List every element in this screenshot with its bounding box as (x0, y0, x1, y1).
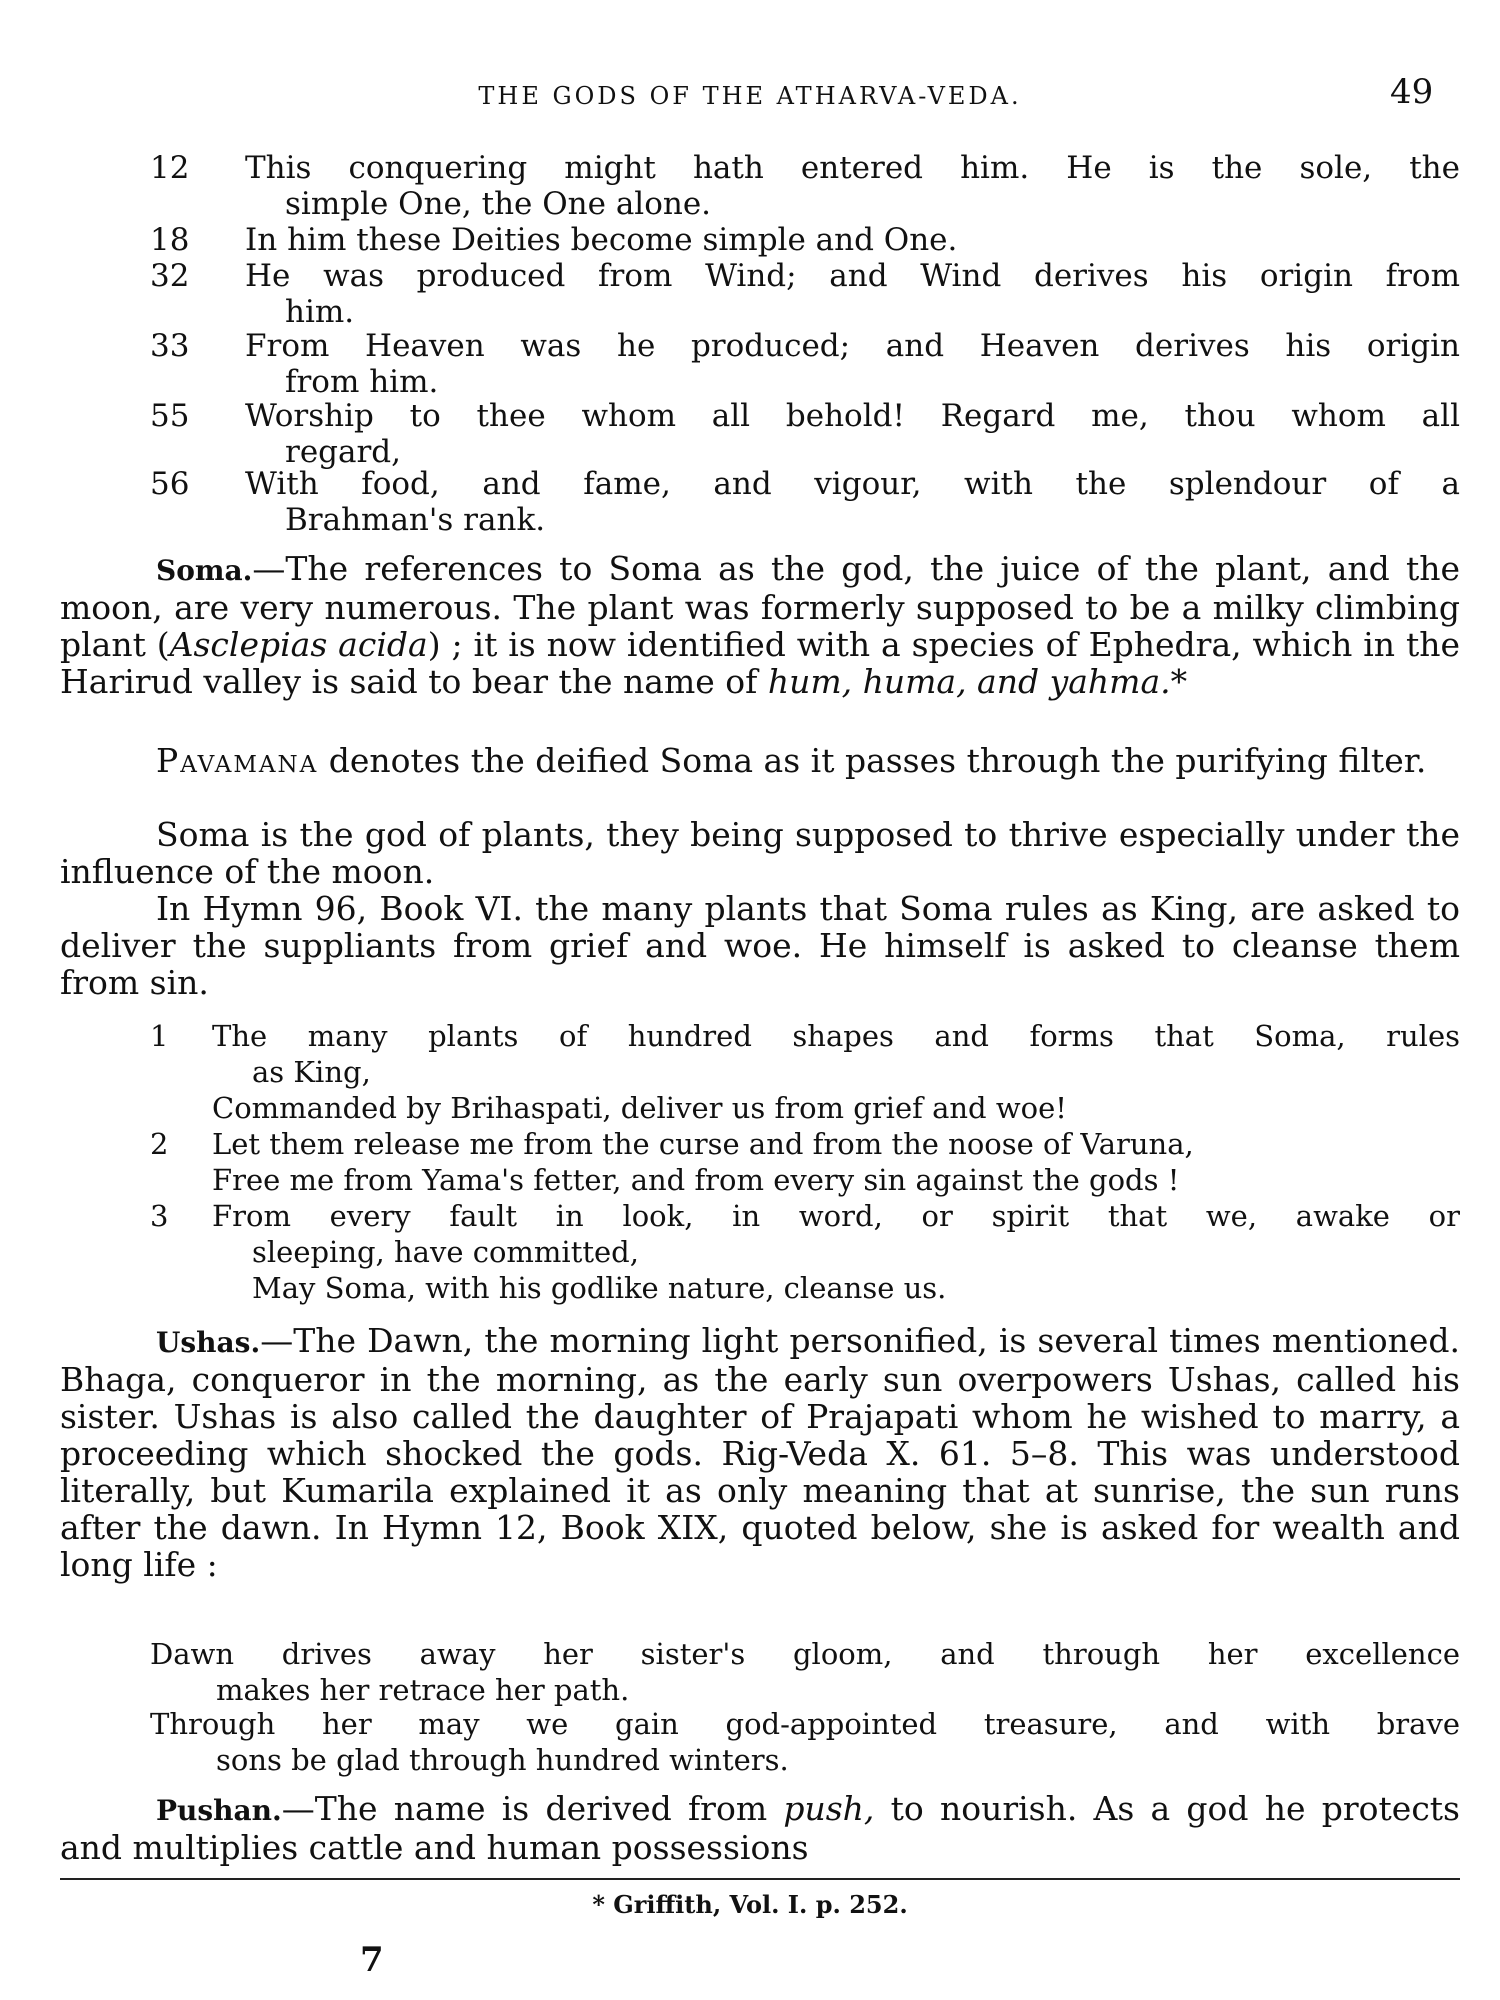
verse-line: Free me from Yama's fetter, and from every sin against the gods ! (212, 1163, 1180, 1197)
verse-line: May Soma, with his godlike nature, cleanse us. (252, 1271, 947, 1305)
pavamana-paragraph (60, 742, 1460, 779)
verse-number: 55 (150, 398, 190, 434)
soma-paragraph (60, 550, 1460, 700)
verse-line: He was produced from Wind; and Wind derives his origin from (245, 258, 1460, 294)
verse-number: 1 (150, 1019, 169, 1053)
verse-line: The many plants of hundred shapes and forms that Soma, rules (212, 1019, 1460, 1053)
verse-line: Let them release me from the curse and from the noose of Varuna, (212, 1127, 1194, 1161)
verse-number: 18 (150, 222, 190, 258)
hymn-96-paragraph (60, 890, 1460, 1001)
verse-number: 2 (150, 1127, 169, 1161)
verse-line: regard, (285, 434, 402, 470)
pushan-heading: Pushan. (156, 1794, 282, 1827)
pushan-italic: push, (783, 1789, 875, 1828)
running-title: THE GODS OF THE ATHARVA-VEDA. (478, 82, 1022, 110)
soma-italic: hum, huma, and yahma. (767, 662, 1171, 701)
verse-line: Brahman's rank. (285, 502, 546, 538)
soma-text: —The references to Soma as the god, the juice of the plant, and the moon, are very numerous. The plant was formerly supposed to be a milky climbing plant ( (60, 549, 1460, 664)
footnote-marker: * (1170, 662, 1188, 701)
verse-line: From every fault in look, in word, or spirit that we, awake or (212, 1199, 1460, 1233)
ushas-heading: Ushas. (156, 1326, 261, 1359)
soma-plants-paragraph (60, 816, 1460, 890)
verse-line: as King, (252, 1055, 371, 1089)
soma-plants-text: Soma is the god of plants, they being supposed to thrive especially under the influence of the moon. (60, 815, 1460, 891)
signature-mark: 7 (360, 1940, 384, 1980)
verse-line: Through her may we gain god-appointed treasure, and with brave (150, 1707, 1460, 1741)
pushan-text: —The name is derived from (281, 1789, 784, 1828)
verse-line: from him. (285, 364, 439, 400)
verse-line: In him these Deities become simple and One. (245, 222, 958, 258)
soma-heading: Soma. (156, 554, 253, 587)
pushan-text: to nourish. As a god he protects and multiplies cattle and human possessions (60, 1789, 1460, 1867)
soma-italic: Asclepias acida (169, 625, 428, 664)
verse-number: 56 (150, 466, 190, 502)
verse-line: simple One, the One alone. (285, 186, 712, 222)
ushas-text: —The Dawn, the morning light personified, is several times mentioned. Bhaga, conqueror in the morning, as the early sun overpowers Ushas, called his sister. Ushas is also called the daughter of Prajapati whom he wished to marry, a proceeding which shocked the gods. Rig-Veda X. 61. 5–8. This was understood literally, but Kumarila explained it as only meaning that at sunrise, the sun runs after the dawn. In Hymn 12, Book XIX, quoted below, she is asked for wealth and long life : (60, 1321, 1460, 1584)
ushas-paragraph (60, 1322, 1460, 1583)
pavamana-text: denotes the deified Soma as it passes through the purifying filter. (318, 741, 1427, 780)
verse-line: From Heaven was he produced; and Heaven derives his origin (245, 328, 1460, 364)
footnote: * Griffith, Vol. I. p. 252. (592, 1890, 908, 1919)
verse-line: sons be glad through hundred winters. (216, 1743, 789, 1777)
verse-line: him. (285, 294, 355, 330)
verse-number: 33 (150, 328, 190, 364)
verse-line: Dawn drives away her sister's gloom, and through her excellence (150, 1637, 1460, 1671)
verse-line: With food, and fame, and vigour, with the splendour of a (245, 466, 1460, 502)
page-number: 49 (1390, 72, 1434, 112)
verse-number: 12 (150, 150, 190, 186)
soma-text: ) ; it is now identified with a species of Ephedra, which in the Harirud valley is said to bear the name of (60, 625, 1460, 701)
hymn-96-text: In Hymn 96, Book VI. the many plants that Soma rules as King, are asked to deliver the suppliants from grief and woe. He himself is asked to cleanse them from sin. (60, 889, 1460, 1002)
verse-line: Commanded by Brihaspati, deliver us from grief and woe! (212, 1091, 1067, 1125)
verse-line: sleeping, have committed, (252, 1235, 639, 1269)
verse-line: Worship to thee whom all behold! Regard me, thou whom all (245, 398, 1460, 434)
verse-number: 32 (150, 258, 190, 294)
verse-line: This conquering might hath entered him. He is the sole, the (245, 150, 1460, 186)
verse-line: makes her retrace her path. (216, 1673, 630, 1707)
footnote-rule (60, 1878, 1460, 1880)
verse-number: 3 (150, 1199, 169, 1233)
pavamana-term: Pavamana (156, 741, 319, 780)
pushan-paragraph (60, 1790, 1460, 1866)
